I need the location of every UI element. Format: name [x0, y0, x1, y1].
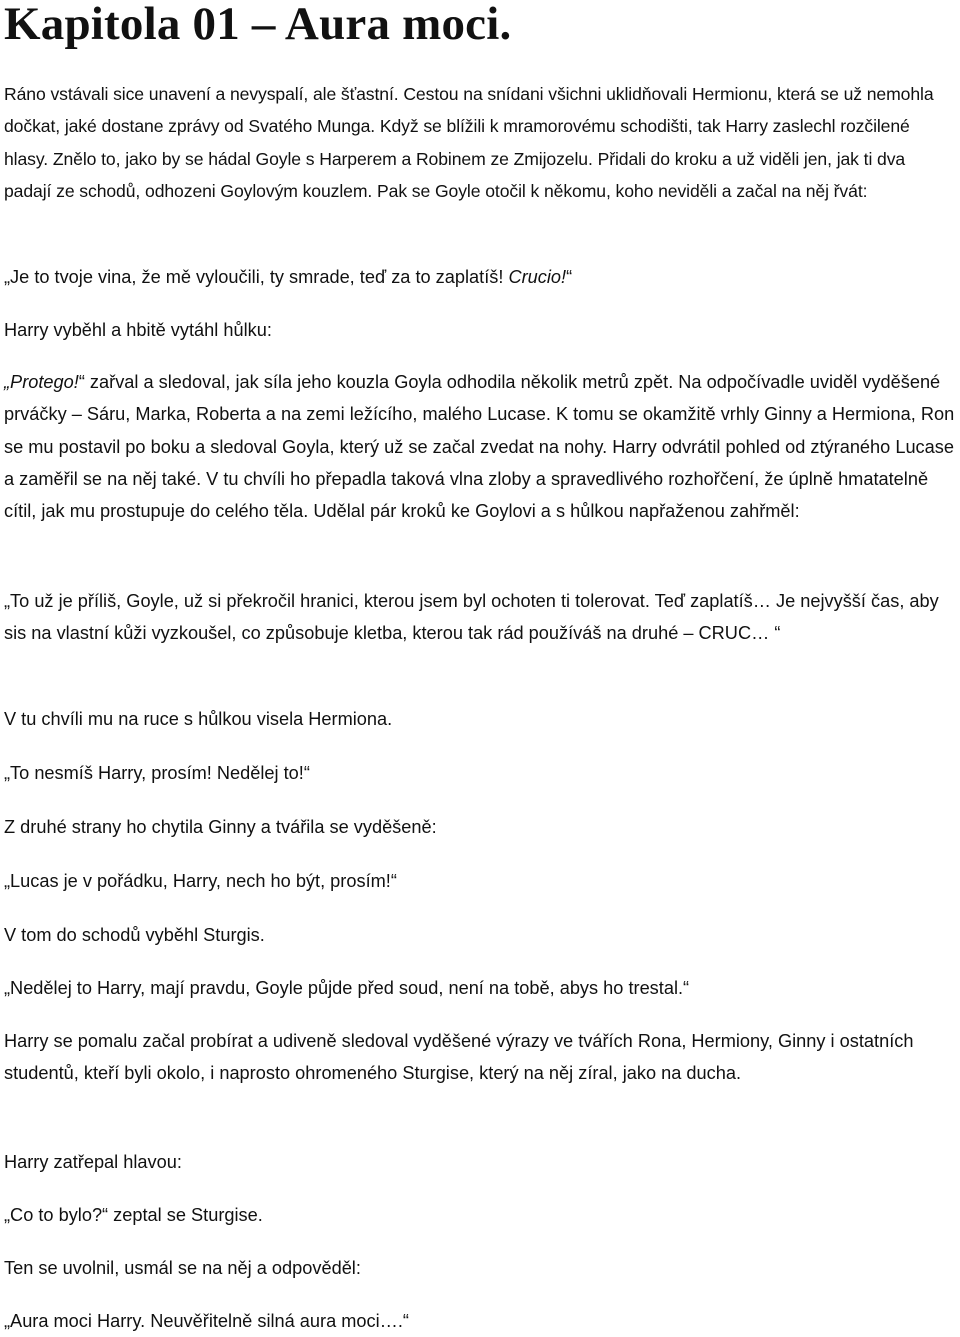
paragraph-11: „Nedělej to Harry, mají pravdu, Goyle půjde před soud, není na tobě, abys ho trestal.“ [4, 978, 690, 998]
paragraph-2-spell: Crucio! [508, 267, 567, 287]
paragraph-5: „To už je příliš, Goyle, už si překročil hranici, kterou jsem byl ochoten ti tolerovat. Teď zaplatíš… Je nejvyšší čas, aby sis na vlastní kůži vyzkoušel, co způsobuje kletba, kterou tak rád používáš na druhé – CRUC… “ [4, 591, 939, 644]
paragraph-4-text: “ zařval a sledoval, jak síla jeho kouzla Goyla odhodila několik metrů zpět. Na odpočívadle uviděl vyděšené prváčky – Sáru, Marka, Roberta a na zemi ležícího, malého Lucase. K tomu se okamžitě vrhly Ginny a Hermiona, Ron se mu postavil po boku a sledoval Goyla, který už se začal zvedat na nohy. Harry odvrátil pohled od ztýraného Lucase a zaměřil se na něj také. V tu chvíli ho přepadla taková vlna zloby a spravedlivého rozhořčení, že úplně hmatatelně cítil, jak mu prostupuje do celého těla. Udělal pár kroků ke Goylovi a s hůlkou napřaženou zahřměl: [4, 372, 955, 522]
paragraph-4 [4, 366, 956, 527]
paragraph-8: Z druhé strany ho chytila Ginny a tvářila se vyděšeně: [4, 817, 437, 837]
paragraph-2 [4, 261, 956, 293]
paragraph-9: „Lucas je v pořádku, Harry, nech ho být, prosím!“ [4, 871, 397, 891]
paragraph-1: Ráno vstávali sice unavení a nevyspalí, ale šťastní. Cestou na snídani všichni uklidňovali Hermionu, která se už nemohla dočkat, jaké dostane zprávy od Svatého Munga. Když se blížili k mramorovému schodišti, tak Harry zaslechl rozčilené hlasy. Znělo to, jako by se hádal Goyle s Harperem a Robinem ze Zmijozelu. Přidali do kroku a už viděli jen, jak ti dva padají ze schodů, odhozeni Goylovým kouzlem. Pak se Goyle otočil k někomu, koho neviděli a začal na něj řvát: [4, 84, 934, 201]
paragraph-13: Harry zatřepal hlavou: [4, 1152, 182, 1172]
paragraph-10: V tom do schodů vyběhl Sturgis. [4, 925, 265, 945]
paragraph-15: Ten se uvolnil, usmál se na něj a odpověděl: [4, 1258, 361, 1278]
paragraph-2-text: „Je to tvoje vina, že mě vyloučili, ty smrade, teď za to zaplatíš! [4, 267, 509, 287]
paragraph-16: „Aura moci Harry. Neuvěřitelně silná aura moci….“ [4, 1311, 409, 1331]
paragraph-6: V tu chvíli mu na ruce s hůlkou visela Hermiona. [4, 709, 393, 729]
paragraph-14: „Co to bylo?“ zeptal se Sturgise. [4, 1205, 263, 1225]
chapter-title: Kapitola 01 – Aura moci. [4, 0, 512, 50]
paragraph-3: Harry vyběhl a hbitě vytáhl hůlku: [4, 320, 272, 340]
paragraph-12: Harry se pomalu začal probírat a udiveně sledoval vyděšené výrazy ve tvářích Rona, Hermiony, Ginny i ostatních studentů, kteří byli okolo, i naprosto ohromeného Sturgise, který na něj zíral, jako na ducha. [4, 1031, 914, 1084]
paragraph-7: „To nesmíš Harry, prosím! Nedělej to!“ [4, 763, 310, 783]
paragraph-2-end: “ [566, 267, 573, 287]
paragraph-4-spell: „Protego! [4, 372, 79, 392]
